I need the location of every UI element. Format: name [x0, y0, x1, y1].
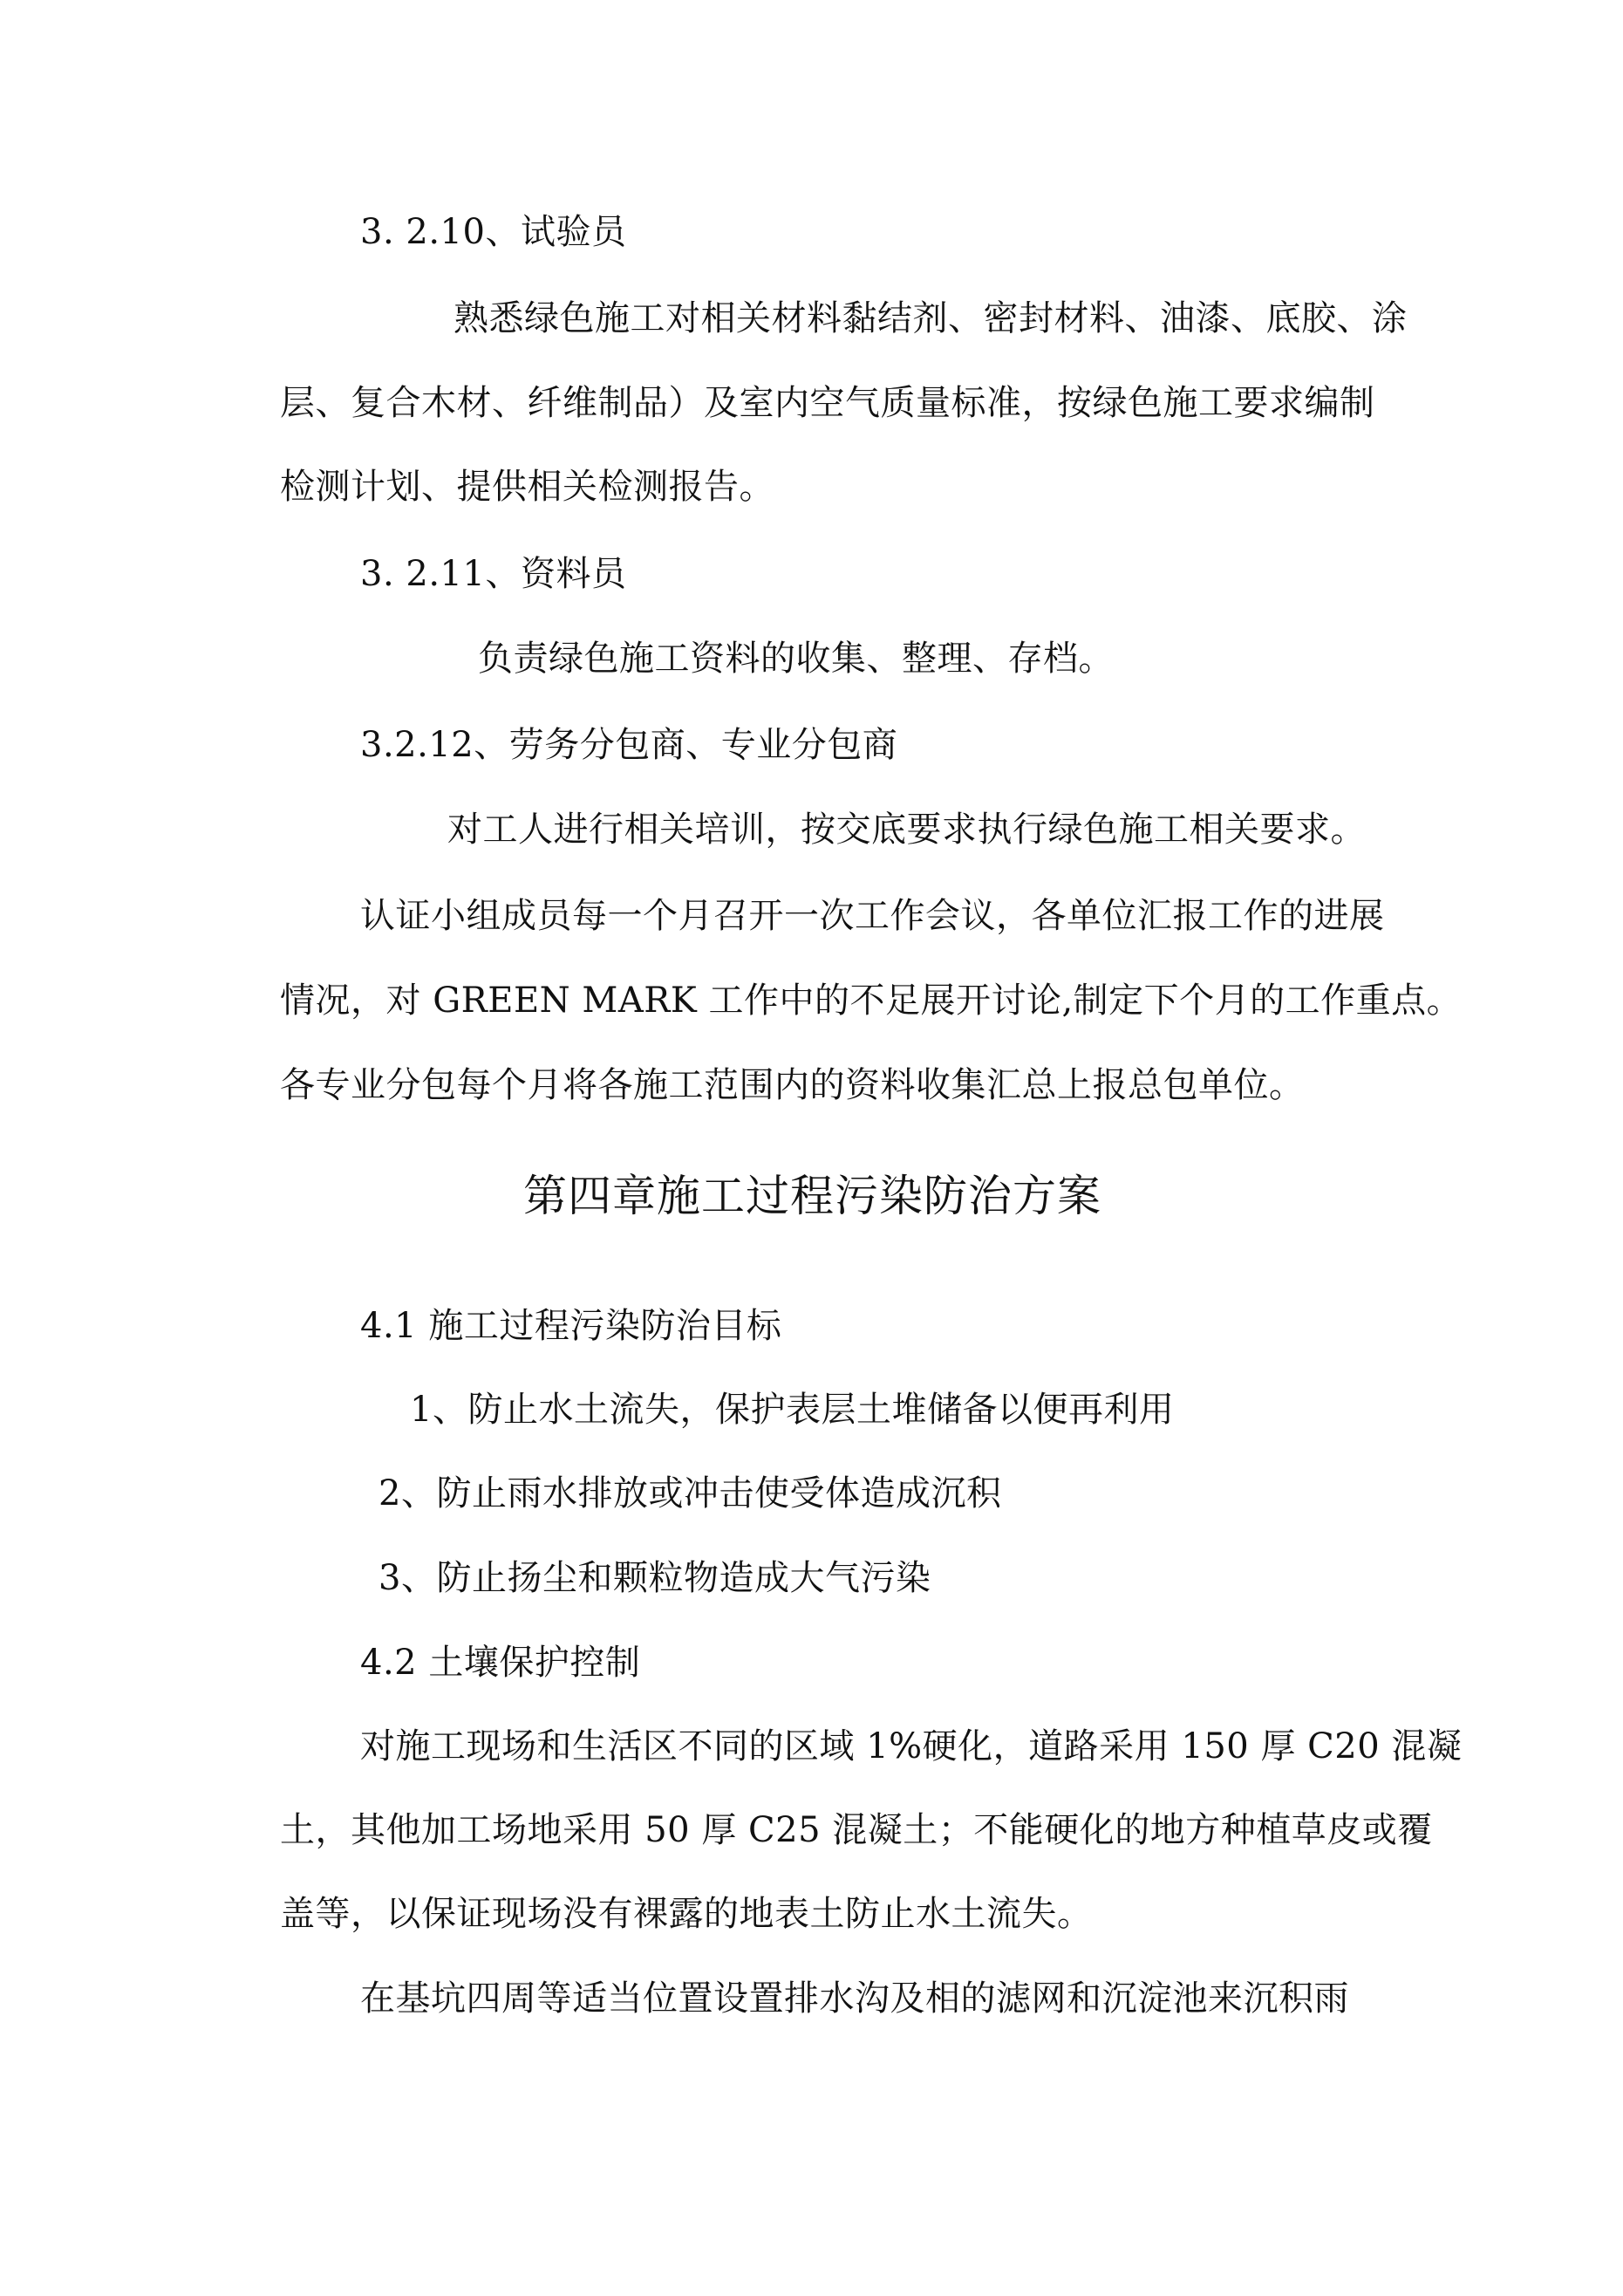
- paragraph-line: 熟悉绿色施工对相关材料黏结剂、密封材料、油漆、底胶、涂: [453, 298, 1408, 338]
- paragraph-line: 层、复合木材、纤维制品）及室内空气质量标准，按绿色施工要求编制: [280, 383, 1375, 423]
- paragraph-line: 认证小组成员每一个月召开一次工作会议，各单位汇报工作的进展: [360, 896, 1385, 936]
- paragraph-line: 情况，对 GREEN MARK 工作中的不足展开讨论,制定下个月的工作重点。: [280, 981, 1463, 1021]
- chapter-title: 第四章施工过程污染防治方案: [523, 1171, 1101, 1221]
- paragraph-line: 对施工现场和生活区不同的区域 1%硬化，道路采用 150 厚 C20 混凝: [360, 1726, 1463, 1766]
- section-3-2-12-heading: 3.2.12、劳务分包商、专业分包商: [360, 725, 898, 765]
- paragraph-line: 盖等，以保证现场没有裸露的地表土防止水土流失。: [280, 1894, 1093, 1934]
- list-item: 3、防止扬尘和颗粒物造成大气污染: [378, 1558, 931, 1598]
- section-4-2-heading: 4.2 土壤保护控制: [360, 1643, 641, 1683]
- list-item: 1、防止水土流失，保护表层土堆储备以便再利用: [410, 1390, 1175, 1430]
- paragraph-line: 土，其他加工场地采用 50 厚 C25 混凝土；不能硬化的地方种植草皮或覆: [280, 1810, 1433, 1850]
- section-3-2-10-heading: 3. 2.10、试验员: [360, 212, 627, 252]
- paragraph-line: 负责绿色施工资料的收集、整理、存档。: [478, 639, 1114, 679]
- section-4-1-heading: 4.1 施工过程污染防治目标: [360, 1306, 782, 1346]
- list-item: 2、防止雨水排放或冲击使受体造成沉积: [378, 1473, 1002, 1514]
- paragraph-line: 各专业分包每个月将各施工范围内的资料收集汇总上报总包单位。: [280, 1065, 1305, 1105]
- paragraph-line: 对工人进行相关培训，按交底要求执行绿色施工相关要求。: [447, 810, 1366, 850]
- section-3-2-11-heading: 3. 2.11、资料员: [360, 554, 627, 594]
- paragraph-line: 在基坑四周等适当位置设置排水沟及相的滤网和沉淀池来沉积雨: [360, 1978, 1349, 2019]
- paragraph-line: 检测计划、提供相关检测报告。: [280, 467, 774, 507]
